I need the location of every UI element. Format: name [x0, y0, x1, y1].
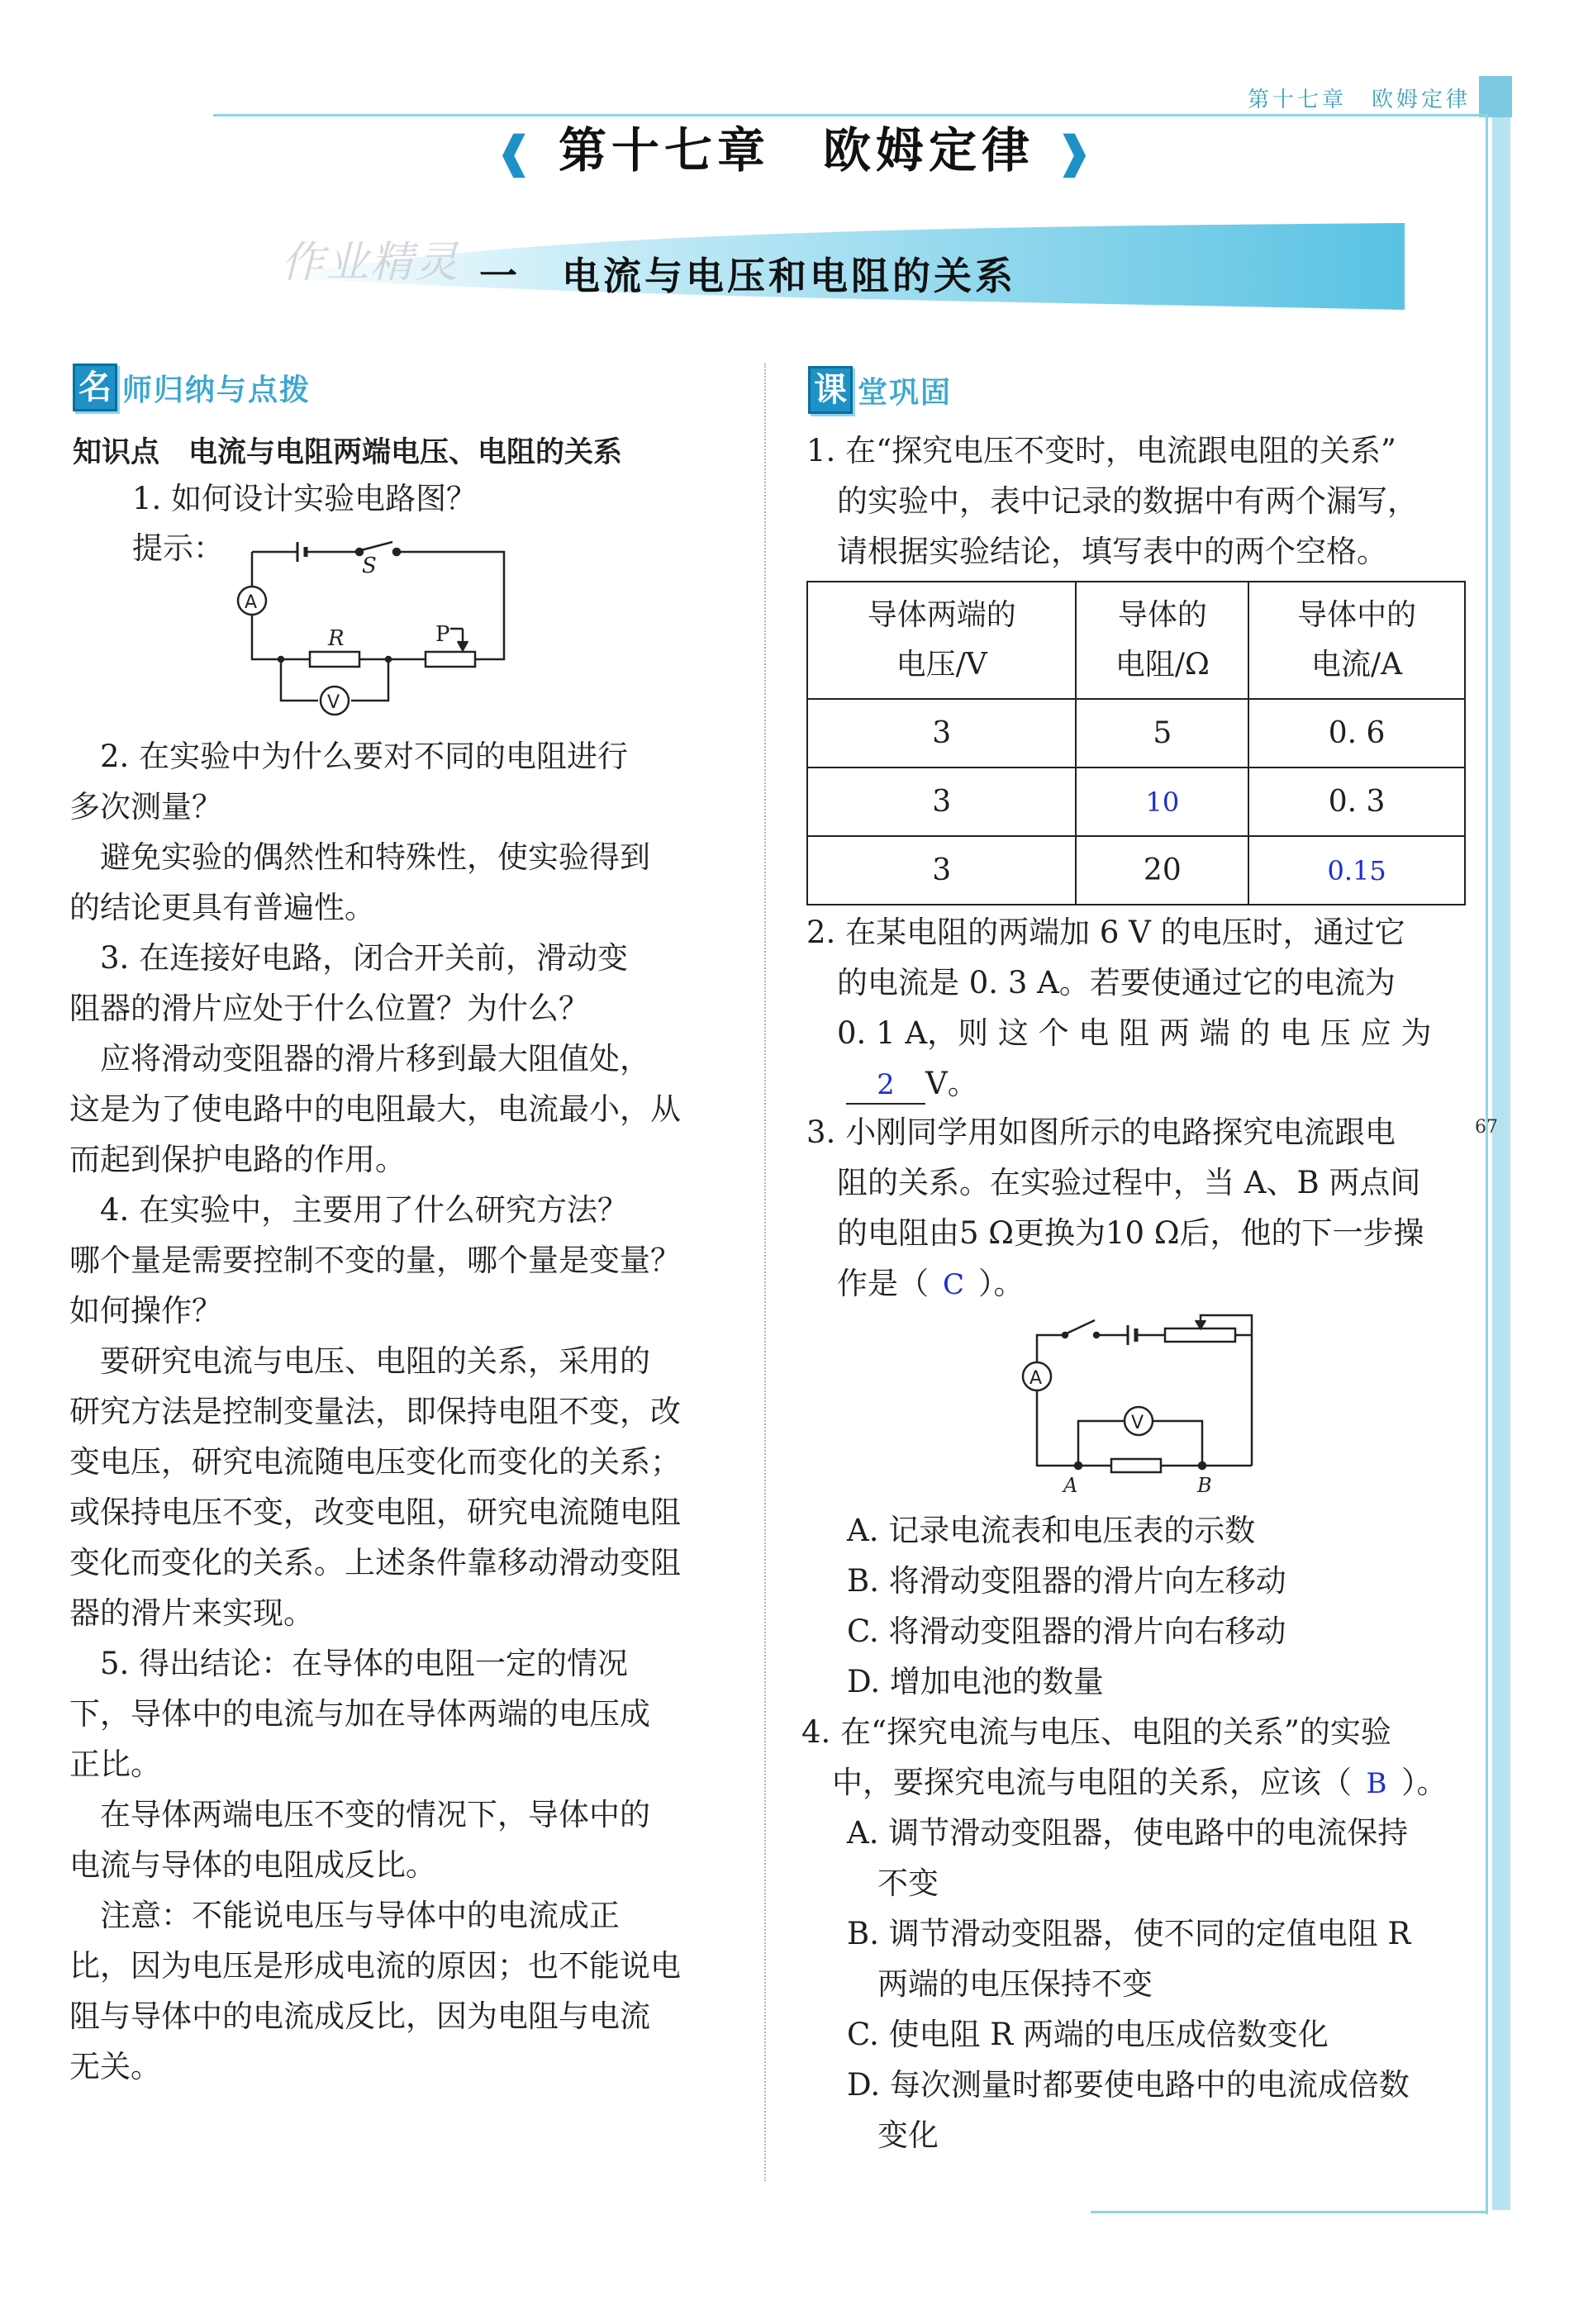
q2-unit: V。	[925, 1066, 978, 1101]
left-line: 如何操作？	[69, 1293, 222, 1328]
header-resistance: 导体的 电阻/Ω	[1115, 598, 1210, 682]
q3-option-b: B. 将滑动变阻器的滑片向左移动	[847, 1563, 1286, 1599]
circuit2-label-point-b: B	[1197, 1474, 1212, 1497]
left-line: 正比。	[69, 1747, 161, 1782]
table-row	[807, 836, 1465, 905]
header-current: 导体中的 电流/A	[1297, 598, 1417, 682]
left-line: 3. 在连接好电路，闭合开关前，滑动变	[69, 940, 629, 976]
left-line: 电流与导体的电阻成反比。	[69, 1847, 436, 1883]
right-q1-line: 的实验中，表中记录的数据中有两个漏写，	[806, 483, 1418, 519]
left-line: 要研究电流与电压、电阻的关系，采用的	[69, 1343, 650, 1379]
right-q1-line: 请根据实验结论，填写表中的两个空格。	[806, 534, 1387, 569]
q4-option-line: C. 使电阻 R 两端的电压成倍数变化	[847, 2017, 1329, 2052]
page-number: 67	[1475, 1117, 1498, 1138]
left-heading-text: 师归纳与点拨	[122, 373, 311, 407]
left-q1: 1. 如何设计实验电路图？	[132, 481, 478, 516]
right-q3-line: 3. 小刚同学用如图所示的电路探究电流跟电	[806, 1114, 1396, 1150]
right-q4	[801, 1707, 1448, 1809]
left-line: 的结论更具有普遍性。	[69, 890, 375, 925]
q3-answer: C	[942, 1268, 964, 1301]
q4-option-line: 两端的电压保持不变	[847, 1966, 1153, 2002]
left-line: 在导体两端电压不变的情况下，导体中的	[69, 1797, 650, 1832]
q4-option-line: 不变	[847, 1865, 939, 1901]
q3-option-a: A. 记录电流表和电压表的示数	[847, 1513, 1256, 1548]
table-cell-answer: 10	[1076, 768, 1248, 836]
q4-option-line: A. 调节滑动变阻器，使电路中的电流保持	[847, 1815, 1409, 1851]
right-q4-line: 4. 在“探究电流与电压、电阻的关系”的实验	[801, 1714, 1391, 1750]
right-heading-box: 课	[808, 366, 853, 414]
table-cell: 3	[807, 768, 1076, 836]
left-body	[69, 731, 681, 2092]
left-line: 避免实验的偶然性和特殊性，使实验得到	[69, 839, 650, 875]
left-line: 无关。	[69, 2049, 161, 2084]
table-cell: 5	[1076, 699, 1248, 768]
left-line: 2. 在实验中为什么要对不同的电阻进行	[69, 739, 629, 774]
q3-prefix: 作是（	[806, 1266, 929, 1301]
right-heading	[808, 366, 952, 414]
watermark: 作业精灵	[281, 238, 460, 288]
right-q2-line: 的电流是 0. 3 A。若要使通过它的电流为	[806, 965, 1396, 1000]
table-header-row	[807, 582, 1465, 699]
chapter-title-text: 第十七章 欧姆定律	[558, 122, 1034, 178]
circuit2-label-point-a: A	[1063, 1474, 1078, 1497]
q4-answer: B	[1366, 1767, 1387, 1800]
q4-option-line: D. 每次测量时都要使电路中的电流成倍数	[847, 2067, 1410, 2103]
left-line: 而起到保护电路的作用。	[69, 1142, 406, 1177]
table-cell: 0. 3	[1248, 768, 1465, 836]
table-cell: 3	[807, 699, 1076, 768]
right-q2-line: 2. 在某电阻的两端加 6 V 的电压时，通过它	[806, 915, 1405, 950]
left-line: 4. 在实验中，主要用了什么研究方法？	[69, 1192, 629, 1228]
table-cell: 20	[1076, 836, 1248, 905]
right-heading-text: 堂巩固	[858, 375, 953, 410]
bracket-right-icon: ❱	[1056, 127, 1097, 178]
frame-bottom	[1091, 2211, 1488, 2213]
left-q1-hint: 提示：	[132, 530, 224, 566]
table-header	[1076, 582, 1248, 699]
side-bar	[1492, 78, 1510, 2210]
right-q4-answer-line	[801, 1757, 1448, 1809]
left-line: 注意：不能说电压与导体中的电流成正	[69, 1898, 620, 1933]
q4-suffix: ）。	[1401, 1765, 1448, 1800]
bracket-left-icon: ❰	[496, 127, 537, 178]
left-heading	[73, 364, 311, 411]
left-line: 阻与导体中的电流成反比，因为电阻与电流	[69, 1998, 650, 2034]
q3-suffix: ）。	[978, 1266, 1025, 1301]
left-line: 5. 得出结论：在导体的电阻一定的情况	[69, 1646, 629, 1681]
table-cell-answer: 0.15	[1248, 836, 1465, 905]
left-line: 器的滑片来实现。	[69, 1595, 314, 1631]
right-q2-line: 0. 1 A，则 这 个 电 阻 两 端 的 电 压 应 为	[806, 1015, 1432, 1051]
circuit1-label-p: P	[435, 622, 450, 647]
left-line: 这是为了使电路中的电阻最大，电流最小，从	[69, 1091, 681, 1127]
table-row	[807, 699, 1465, 768]
right-q2	[806, 907, 1431, 1109]
table-row	[807, 768, 1465, 836]
q4-option-line: B. 调节滑动变阻器，使不同的定值电阻 R	[847, 1916, 1411, 1951]
circuit1-label-a: A	[245, 592, 258, 613]
left-line: 研究方法是控制变量法，即保持电阻不变，改	[69, 1394, 681, 1429]
circuit-diagram-1	[227, 535, 525, 730]
q3-option-d: D. 增加电池的数量	[847, 1664, 1104, 1699]
q3-option-c: C. 将滑动变阻器的滑片向右移动	[847, 1613, 1286, 1649]
frame-right	[1486, 114, 1488, 1205]
header-voltage: 导体两端的 电压/V	[867, 598, 1016, 682]
right-q2-answer-line	[806, 1058, 1431, 1109]
frame-right-lower	[1486, 1173, 1488, 2214]
right-q3	[806, 1107, 1424, 1310]
left-line: 阻器的滑片应处于什么位置？为什么？	[69, 991, 589, 1026]
table-header	[1248, 582, 1465, 699]
chapter-title	[0, 112, 1593, 181]
circuit1-label-s: S	[362, 554, 377, 578]
table-header	[807, 582, 1076, 699]
left-heading-box: 名	[73, 364, 117, 411]
circuit-diagram-2	[1012, 1312, 1285, 1498]
right-q3-line: 的电阻由5 Ω更换为10 Ω后，他的下一步操	[806, 1215, 1424, 1251]
circuit1-label-v: V	[327, 692, 340, 713]
circuit2-label-ammeter: A	[1030, 1368, 1043, 1389]
q4-prefix: 中，要探究电流与电阻的关系，应该（	[801, 1765, 1352, 1800]
left-line: 下，导体中的电流与加在导体两端的电压成	[69, 1696, 650, 1732]
q4-option-line: 变化	[847, 2117, 939, 2153]
left-line: 或保持电压不变，改变电阻，研究电流随电阻	[69, 1495, 681, 1530]
table-cell: 3	[807, 836, 1076, 905]
q4-options	[847, 1808, 1410, 2160]
right-q1	[806, 425, 1418, 577]
circuit2-label-voltmeter: V	[1131, 1413, 1144, 1433]
right-q1-line: 1. 在“探究电压不变时，电流跟电阻的关系”	[806, 433, 1396, 468]
right-q3-line: 阻的关系。在实验过程中，当 A、B 两点间	[806, 1165, 1421, 1200]
left-line: 变电压，研究电流随电压变化而变化的关系；	[69, 1444, 681, 1480]
q2-answer-blank: 2	[846, 1067, 925, 1105]
left-line: 多次测量？	[69, 789, 222, 825]
column-divider	[764, 364, 766, 2181]
left-line: 应将滑动变阻器的滑片移到最大阻值处，	[69, 1041, 650, 1076]
running-header: 第十七章 欧姆定律	[1248, 88, 1472, 112]
section-title: 一 电流与电压和电阻的关系	[479, 254, 1016, 298]
left-line: 哪个量是需要控制不变的量，哪个量是变量？	[69, 1243, 681, 1278]
data-table	[806, 581, 1466, 905]
right-q3-answer-line	[806, 1258, 1424, 1310]
circuit1-label-r: R	[328, 626, 345, 651]
knowledge-point: 知识点 电流与电阻两端电压、电阻的关系	[73, 436, 623, 469]
left-line: 比，因为电压是形成电流的原因；也不能说电	[69, 1948, 681, 1984]
q3-options	[847, 1505, 1286, 1707]
left-line: 变化而变化的关系。上述条件靠移动滑动变阻	[69, 1545, 681, 1580]
table-cell: 0. 6	[1248, 699, 1465, 768]
